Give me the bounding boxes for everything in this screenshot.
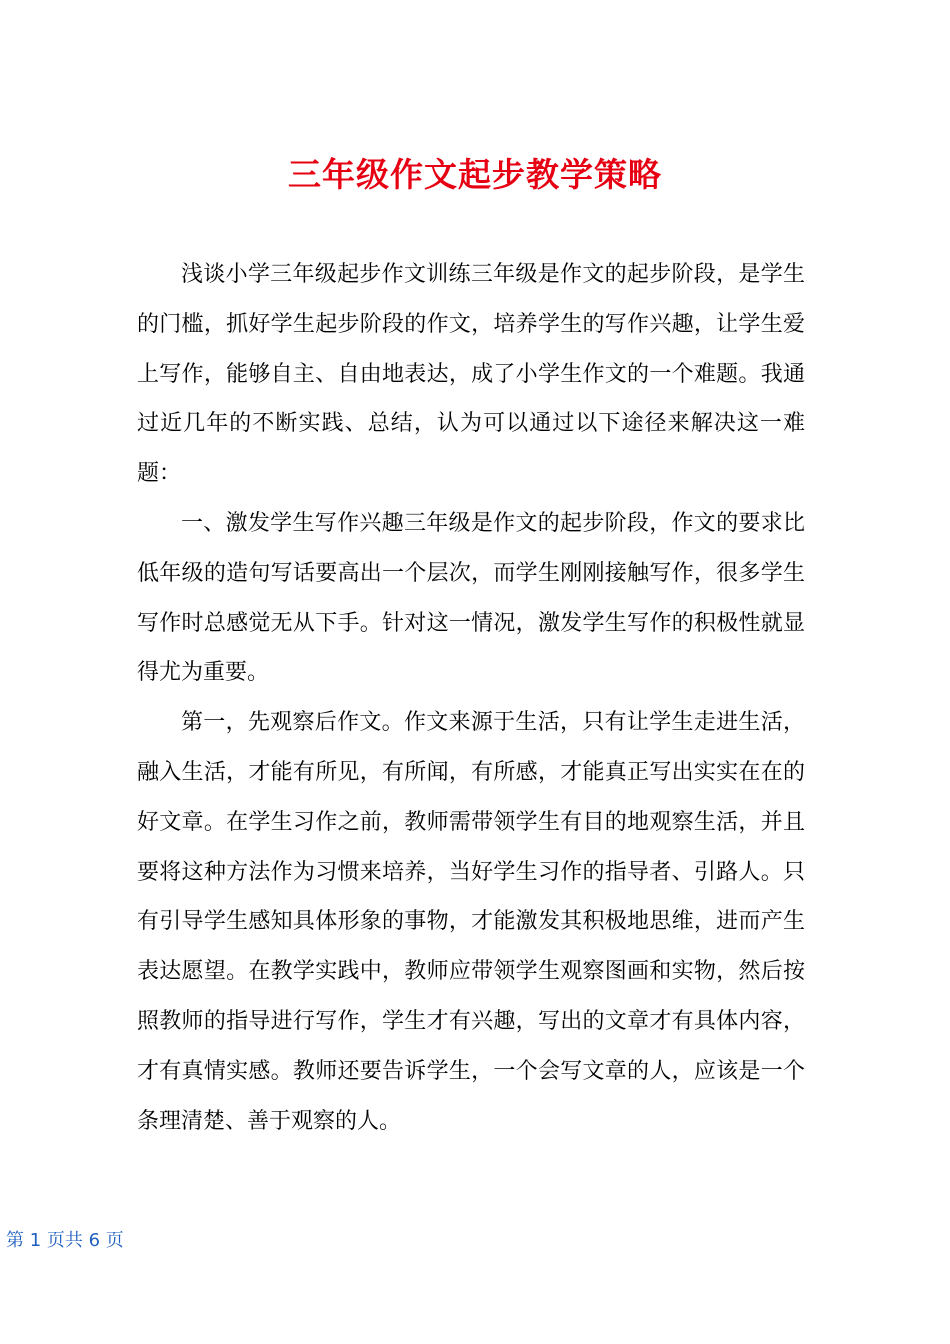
page-title: 三年级作文起步教学策略: [288, 155, 662, 195]
paragraph-section-one: 一、激发学生写作兴趣三年级是作文的起步阶段，作文的要求比低年级的造句写话要高出一个层次，而学生刚刚接触写作，很多学生写作时总感觉无从下手。针对这一情况，激发学生写作的积极性就显得尤为重要。: [137, 510, 805, 686]
page-indicator: 第 1 页共 6 页: [6, 1230, 124, 1251]
document-body: [137, 250, 805, 1146]
paragraph-intro: 浅谈小学三年级起步作文训练三年级是作文的起步阶段，是学生的门槛，抓好学生起步阶段的作文，培养学生的写作兴趣，让学生爱上写作，能够自主、自由地表达，成了小学生作文的一个难题。我通过近几年的不断实践、总结，认为可以通过以下途径来解决这一难题：: [137, 262, 805, 487]
paragraph-observe-first: 第一，先观察后作文。作文来源于生活，只有让学生走进生活，融入生活，才能有所见，有所闻，有所感，才能真正写出实实在在的好文章。在学生习作之前，教师需带领学生有目的地观察生活，并且要将这种方法作为习惯来培养，当好学生习作的指导者、引路人。只有引导学生感知具体形象的事物，才能激发其积极地思维，进而产生表达愿望。在教学实践中，教师应带领学生观察图画和实物，然后按照教师的指导进行写作，学生才有兴趣，写出的文章才有具体内容，才有真情实感。教师还要告诉学生，一个会写文章的人，应该是一个条理清楚、善于观察的人。: [137, 710, 805, 1134]
